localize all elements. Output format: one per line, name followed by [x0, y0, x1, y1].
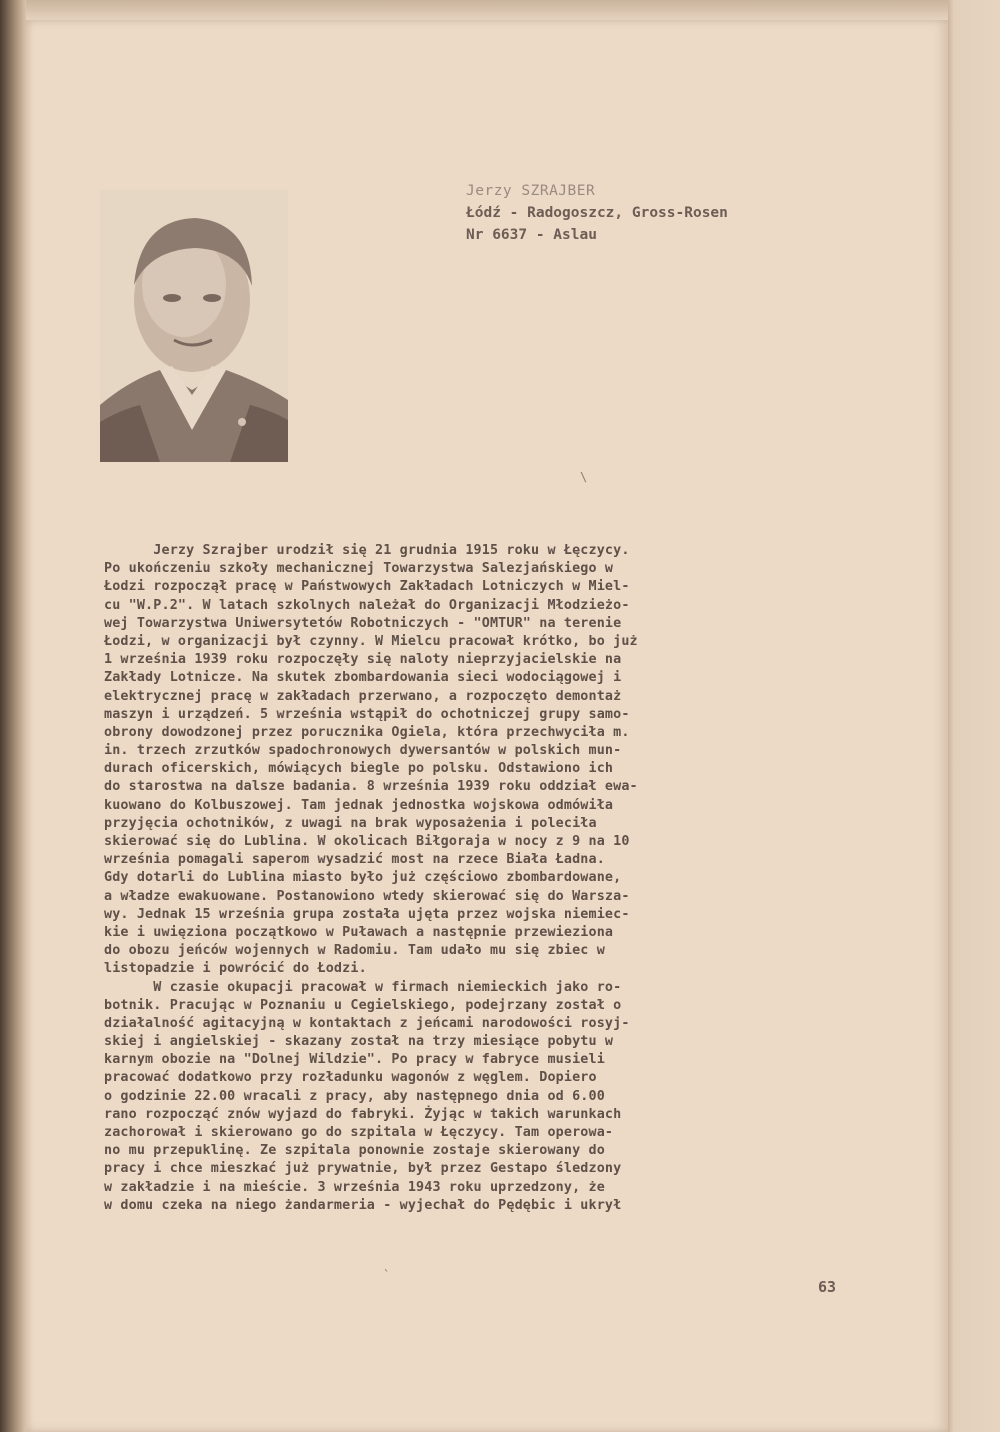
page-number: 63 — [818, 1278, 837, 1296]
text-line: obrony dowodzonej przez porucznika Ogiela, która przechwyciła m. — [104, 724, 630, 740]
text-line: W czasie okupacji pracował w firmach niemieckich jako ro- — [104, 979, 622, 995]
text-line: rano rozpocząć znów wyjazd do fabryki. Żyjąc w takich warunkach — [104, 1106, 622, 1122]
text-line: maszyn i urządzeń. 5 września wstąpił do ochotniczej grupy samo- — [104, 706, 630, 722]
text-line: botnik. Pracując w Poznaniu u Cegielskiego, podejrzany został o — [104, 997, 622, 1013]
text-line: Po ukończeniu szkoły mechanicznej Towarzystwa Salezjańskiego w — [104, 561, 614, 577]
portrait-silhouette — [100, 190, 288, 462]
scan-artifact-mark: \ — [580, 470, 588, 484]
text-line: do starostwa na dalsze badania. 8 września 1939 roku oddział ewa- — [104, 779, 638, 795]
text-line: Łodzi, w organizacji był czynny. W Mielcu pracował krótko, bo już — [104, 633, 638, 649]
text-line: w zakładzie i na mieście. 3 września 1943 roku uprzedzony, że — [104, 1179, 605, 1195]
text-line: 1 września 1939 roku rozpoczęły się naloty nieprzyjacielskie na — [104, 652, 622, 668]
text-line: w domu czeka na niego żandarmeria - wyjechał do Pędębic i ukrył — [104, 1197, 622, 1213]
text-line: przyjęcia ochotników, z uwagi na brak wyposażenia i poleciła — [104, 815, 597, 831]
portrait-photo-icon — [100, 190, 288, 462]
text-line: o godzinie 22.00 wracali z pracy, aby następnego dnia od 6.00 — [104, 1088, 605, 1104]
scan-artifact-mark: ` — [383, 1268, 391, 1282]
paragraph-2 — [104, 979, 894, 1215]
biography-text — [104, 542, 894, 1215]
text-line: karnym obozie na "Dolnej Wildzie". Po pracy w fabryce musieli — [104, 1052, 605, 1068]
text-line: pracować dodatkowo przy rozładunku wagonów z węglem. Dopiero — [104, 1070, 597, 1086]
camps-line: Łódź - Radogoszcz, Gross-Rosen — [466, 205, 728, 221]
text-line: cu "W.P.2". W latach szkolnych należał do Organizacji Młodzieżo- — [104, 597, 630, 613]
page-right-edge — [948, 0, 1000, 1432]
prisoner-number-line: Nr 6637 - Aslau — [466, 227, 597, 243]
text-line: skierować się do Lublina. W okolicach Biłgoraja w nocy z 9 na 10 — [104, 834, 630, 849]
text-line: wy. Jednak 15 września grupa została ujęta przez wojska niemiec- — [104, 906, 630, 922]
text-line: kuowano do Kolbuszowej. Tam jednak jednostka wojskowa odmówiła — [104, 797, 614, 813]
text-line: listopadzie i powrócić do Łodzi. — [104, 961, 367, 977]
paragraph-1 — [104, 542, 894, 979]
text-line: durach oficerskich, mówiących biegle po polsku. Odstawiono ich — [104, 761, 614, 777]
text-line: pracy i chce mieszkać już prywatnie, był przez Gestapo śledzony — [104, 1161, 622, 1177]
text-line: działalność agitacyjną w kontaktach z jeńcami narodowości rosyj- — [104, 1015, 630, 1031]
text-line: do obozu jeńców wojennych w Radomiu. Tam udało mu się zbiec w — [104, 943, 605, 959]
text-line: kie i uwięziona początkowo w Puławach a następnie przewieziona — [104, 924, 614, 940]
document-header — [466, 180, 926, 246]
text-line: a władze ewakuowane. Postanowiono wtedy skierować się do Warsza- — [104, 888, 630, 904]
page-left-binding-edge — [0, 0, 26, 1432]
text-line: elektrycznej pracę w zakładach przerwano, a rozpoczęto demontaż — [104, 688, 622, 704]
text-line: Łodzi rozpoczął pracę w Państwowych Zakładach Lotniczych w Miel- — [104, 579, 630, 595]
text-line: września pomagali saperom wysadzić most na rzece Biała Ładna. — [104, 852, 605, 868]
text-line: zachorował i skierowano go do szpitala w Łęczycy. Tam operowa- — [104, 1125, 614, 1140]
text-line: wej Towarzystwa Uniwersytetów Robotniczych - "OMTUR" na terenie — [104, 615, 622, 631]
page-top-edge — [26, 0, 948, 22]
text-line: Zakłady Lotnicze. Na skutek zbombardowania sieci wodociągowej i — [104, 670, 622, 686]
text-line: in. trzech zrzutków spadochronowych dywersantów w polskich mun- — [104, 743, 622, 759]
text-line: Gdy dotarli do Lublina miasto było już częściowo zbombardowane, — [104, 870, 622, 886]
text-line: skiej i angielskiej - skazany został na trzy miesiące pobytu w — [104, 1034, 614, 1050]
person-name: Jerzy SZRAJBER — [466, 183, 596, 199]
text-line: no mu przepuklinę. Ze szpitala ponownie zostaje skierowany do — [104, 1143, 605, 1159]
text-line: Jerzy Szrajber urodził się 21 grudnia 1915 roku w Łęczycy. — [104, 543, 630, 558]
